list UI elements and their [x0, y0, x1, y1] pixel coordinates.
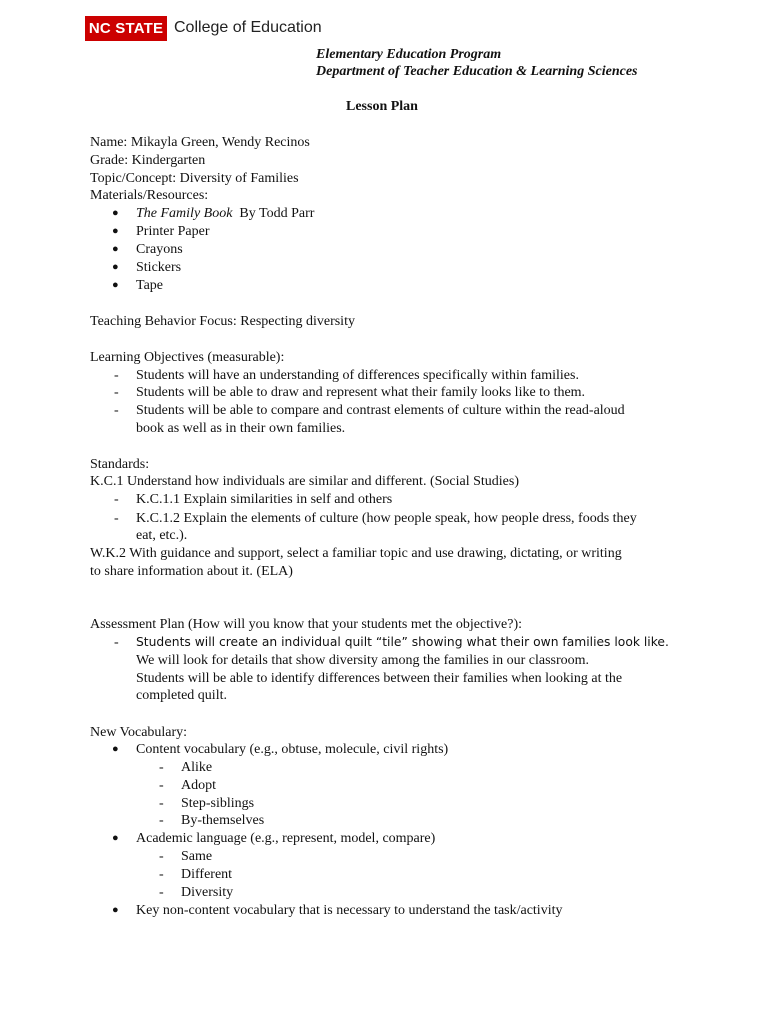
- objectives-label: Learning Objectives (measurable):: [90, 350, 285, 365]
- department-heading: Department of Teacher Education & Learning Sciences: [316, 64, 638, 79]
- dash-marker: -: [159, 778, 164, 793]
- dash-marker: -: [114, 511, 119, 526]
- dash-marker: -: [159, 813, 164, 828]
- bullet-icon: ●: [112, 207, 119, 219]
- page-title: Lesson Plan: [346, 99, 418, 114]
- academic-vocab-label: Academic language (e.g., represent, model, compare): [136, 831, 436, 846]
- assessment-line: completed quilt.: [136, 688, 227, 703]
- vocab-item: Adopt: [181, 778, 216, 793]
- standard-kc11: K.C.1.1 Explain similarities in self and others: [136, 492, 393, 507]
- vocabulary-label: New Vocabulary:: [90, 725, 188, 740]
- vocab-item: Alike: [181, 760, 213, 775]
- bullet-icon: ●: [112, 243, 119, 255]
- grade-line: Grade: Kindergarten: [90, 153, 206, 168]
- vocab-item: By-themselves: [181, 813, 265, 828]
- teaching-focus: Teaching Behavior Focus: Respecting diversity: [90, 314, 355, 329]
- assessment-line: Students will create an individual quilt “tile” showing what their own families look like.: [136, 635, 669, 649]
- dash-marker: -: [159, 849, 164, 864]
- content-vocab-label: Content vocabulary (e.g., obtuse, molecule, civil rights): [136, 742, 449, 757]
- material-item: Stickers: [136, 260, 182, 275]
- standards-label: Standards:: [90, 457, 150, 472]
- bullet-icon: ●: [112, 832, 119, 844]
- vocab-item: Diversity: [181, 885, 234, 900]
- material-item-book: [136, 205, 314, 222]
- topic-line: Topic/Concept: Diversity of Families: [90, 171, 299, 186]
- standard-kc12: K.C.1.2 Explain the elements of culture (how people speak, how people dress, foods they: [136, 511, 637, 526]
- book-title: The Family Book: [136, 206, 233, 221]
- dash-marker: -: [159, 760, 164, 775]
- objective-item: Students will be able to compare and contrast elements of culture within the read-aloud: [136, 403, 625, 418]
- bullet-icon: ●: [112, 279, 119, 291]
- standard-wk2-continued: to share information about it. (ELA): [90, 564, 293, 579]
- standard-wk2: W.K.2 With guidance and support, select a familiar topic and use drawing, dictating, or writing: [90, 546, 622, 561]
- assessment-line: We will look for details that show diversity among the families in our classroom.: [136, 653, 590, 668]
- material-item: Crayons: [136, 242, 183, 257]
- program-heading: Elementary Education Program: [316, 47, 502, 62]
- standard-kc1: K.C.1 Understand how individuals are similar and different. (Social Studies): [90, 474, 519, 489]
- materials-label: Materials/Resources:: [90, 188, 209, 203]
- standard-kc12-continued: eat, etc.).: [136, 528, 188, 543]
- dash-marker: -: [114, 385, 119, 400]
- college-name: College of Education: [174, 19, 322, 36]
- name-line: Name: Mikayla Green, Wendy Recinos: [90, 135, 310, 150]
- bullet-icon: ●: [112, 743, 119, 755]
- nc-state-logo: NC STATE: [85, 16, 167, 41]
- dash-marker: -: [159, 867, 164, 882]
- vocab-item: Step-siblings: [181, 796, 255, 811]
- dash-marker: -: [114, 635, 119, 650]
- objective-item-continued: book as well as in their own families.: [136, 421, 346, 436]
- assessment-label: Assessment Plan (How will you know that your students met the objective?):: [90, 617, 522, 632]
- dash-marker: -: [114, 492, 119, 507]
- material-item: Printer Paper: [136, 224, 210, 239]
- vocab-item: Different: [181, 867, 233, 882]
- material-item: Tape: [136, 278, 164, 293]
- dash-marker: -: [114, 368, 119, 383]
- noncontent-vocab-label: Key non-content vocabulary that is necessary to understand the task/activity: [136, 903, 563, 918]
- vocab-item: Same: [181, 849, 213, 864]
- bullet-icon: ●: [112, 261, 119, 273]
- dash-marker: -: [159, 885, 164, 900]
- assessment-line: Students will be able to identify differences between their families when looking at the: [136, 671, 623, 686]
- dash-marker: -: [159, 796, 164, 811]
- dash-marker: -: [114, 403, 119, 418]
- bullet-icon: ●: [112, 904, 119, 916]
- objective-item: Students will have an understanding of differences specifically within families.: [136, 368, 579, 383]
- book-author: By Todd Parr: [239, 206, 315, 221]
- bullet-icon: ●: [112, 225, 119, 237]
- objective-item: Students will be able to draw and represent what their family looks like to them.: [136, 385, 586, 400]
